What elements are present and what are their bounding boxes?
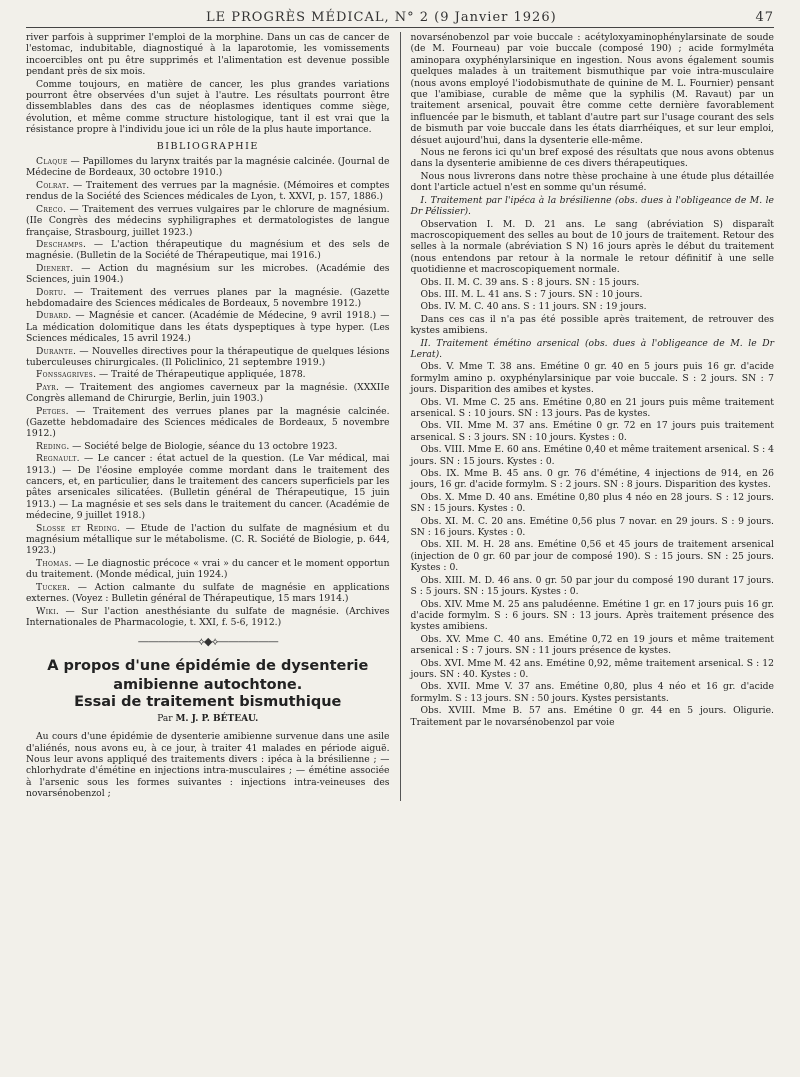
bibliography-entry [26,287,390,310]
byline [26,714,390,725]
observation-entry: Obs. XIII. M. D. 46 ans. 0 gr. 50 par jour du composé 190 durant 17 jours. S : 5 jours. SN : 15 jours. Kystes : 0. [410,574,774,598]
bibliography-text: . — Sur l'action anesthésiante du sulfate de magnésie. (Archives Internationales de Pharmacologie, t. XXI, f. 5-6, 1912.) [26,605,390,628]
observation-entry: Obs. VIII. Mme E. 60 ans. Emétine 0,40 et même traitement arsenical. S : 4 jours. SN : 15 jours. Kystes : 0. [410,444,774,467]
bibliography-list [26,156,390,628]
bibliography-text: — Papillomes du larynx traités par la magnésie calcinée. (Journal de Médecine de Bordeaux, 30 octobre 1910.) [26,156,390,179]
paragraph: Nous nous livrerons dans notre thèse prochaine à une étude plus détaillée dont l'article actuel n'est en somme qu'un résumé. [410,170,774,194]
bibliography-text: . — Traité de Thérapeutique appliquée, 1878. [93,369,306,381]
section-ornament: ——————⟡◆⟡—————— [137,635,278,649]
bibliography-author: Colrat [36,179,67,191]
bibliography-entry [26,382,390,405]
bibliography-author: Dienert [36,262,71,274]
bibliography-entry [26,346,390,369]
bibliography-text: . — Société belge de Biologie, séance du 13 octobre 1923. [66,440,338,452]
bibliography-author: Durante [36,345,74,357]
observation-list-emetino-arsenical [410,361,774,728]
observation-entry: Obs. X. Mme D. 40 ans. Emétine 0,80 plus 4 néo en 28 jours. S : 12 jours. SN : 15 jours. Kystes : 0. [410,491,774,515]
observation-entry: Obs. V. Mme T. 38 ans. Emétine 0 gr. 40 en 5 jours puis 16 gr. d'acide formylm amino p. oxyphénylarsinique par voie buccale. S : 2 jours. SN : 7 jours. Disparition des amibes et kystes. [410,361,774,396]
bibliography-text: . — Magnésie et cancer. (Académie de Médecine, 9 avril 1918.) — La médication dolomitique dans les états dyspeptiques à type hyper. (Les Sciences médicales, 15 avril 1924.) [26,310,390,345]
observation-entry: Obs. XI. M. C. 20 ans. Emétine 0,56 plus 7 novar. en 29 jours. S : 9 jours. SN : 16 jours. Kystes : 0. [410,515,774,539]
bibliography-author: Deschamps [36,238,84,250]
article-title: A propos d'une épidémie de dysenterie [47,657,369,674]
bibliography-author: Reding [36,440,67,452]
bibliography-author: Tucker [36,581,67,593]
bibliography-entry [26,263,390,286]
bibliography-entry [26,453,390,521]
bibliography-text: . — Action du magnésium sur les microbes. (Académie des Sciences, juin 1904.) [26,262,390,286]
section-heading-emetino-arsenical: II. Traitement émétino arsenical (obs. dues à l'obligeance de M. le Dr Lerat). [410,337,774,360]
two-column-body [26,32,774,801]
bibliography-author: Claque [36,156,68,168]
bibliography-text: . — Traitement des verrues planes par la magnésie. (Gazette hebdomadaire des Sciences médicales de Bordeaux, 5 novembre 1912.) [26,286,390,309]
bibliography-entry [26,180,390,203]
observation-entry: Obs. XVI. Mme M. 42 ans. Emétine 0,92, même traitement arsenical. S : 12 jours. SN : 40. Kystes : 0. [410,657,774,680]
column-divider [400,32,401,801]
bibliography-author: Petges [36,405,66,417]
running-title: LE PROGRÈS MÉDICAL, N° 2 (9 Janvier 1926) [206,10,557,25]
observation-entry: Obs. III. M. L. 41 ans. S : 7 jours. SN : 10 jours. [420,288,643,300]
observation-list-ipeca [410,219,774,337]
bibliography-author: Dortu [36,286,64,298]
paragraph: Nous ne ferons ici qu'un bref exposé des résultats que nous avons obtenus dans la dysenterie amibienne de ces divers thérapeutiques. [410,147,774,170]
bibliography-entry [26,204,390,238]
bibliography-entry [26,156,390,179]
byline-author: M. J. P. BÉTEAU. [175,713,259,724]
bibliography-text: . — Traitement des angiomes caverneux par la magnésie. (XXXIIe Congrès allemand de Chirurgie, Berlin, juin 1903.) [26,381,390,405]
bibliography-entry [26,582,390,605]
left-column [26,32,390,801]
bibliography-author: Payr [36,381,56,393]
bibliography-text: . — Le cancer : état actuel de la question. (Le Var médical, mai 1913.) — De l'éosine employée comme mordant dans le traitement des cancers, et, en particulier, dans le traitement des cancers superficiels par les pâtes arsenicales silicatées. (Bulletin général de Thérapeutique, 15 juin 1913.) — La magnésie et ses sels dans le traitement du cancer. (Académie de médecine, 9 juillet 1918.) [26,453,390,522]
section-heading-ipeca: I. Traitement par l'ipéca à la brésilienne (obs. dues à l'obligeance de M. le Dr Pélissier). [410,194,774,218]
article-subtitle: Essai de traitement bismuthique [74,693,342,710]
page-number: 47 [755,10,774,25]
observation-entry: Obs. IX. Mme B. 45 ans. 0 gr. 76 d'émétine, 4 injections de 914, en 26 jours, 16 gr. d'acide formylm. S : 2 jours. SN : 8 jours. Disparition des kystes. [410,468,774,491]
observation-entry: Dans ces cas il n'a pas été possible après traitement, de retrouver des kystes amibiens. [410,313,774,337]
bibliography-entry [26,310,390,344]
observation-entry: Observation I. M. D. 21 ans. Le sang (abréviation S) disparaît macroscopiquement des selles au bout de 10 jours de traitement. Retour des selles à la normale (abréviation S N) 16 jours après le début du traitement (nous entendons par retour à la normale le retour définitif à une selle quotidienne et macroscopiquement normale. [410,218,774,276]
observation-entry: Obs. VII. Mme M. 37 ans. Emétine 0 gr. 72 en 17 jours puis traitement arsenical. S : 3 jours. SN : 10 jours. Kystes : 0. [410,420,774,443]
bibliography-text: . — Le diagnostic précoce « vrai » du cancer et le moment opportun du traitement. (Monde médical, juin 1924.) [26,557,390,581]
right-column [410,32,774,801]
bibliography-author: Slosse et Reding [36,522,117,534]
article-intro: Au cours d'une épidémie de dysenterie amibienne survenue dans une asile d'aliénés, nous avons eu, à ce jour, à traiter 41 malades en période aiguë. Nous leur avons appliqué des traitements divers : ipéca à la brésilienne ; — chlorhydrate d'émétine en injections intra-musculaires ; — émétine associée à l'arsenic sous les formes suivantes : injections intra-veineuses des novarsénobenzol ; [26,731,390,800]
bibliography-author: Fonssagrives [36,369,94,381]
paragraph: river parfois à supprimer l'emploi de la morphine. Dans un cas de cancer de l'estomac, indubitable, diagnostiqué à la laparotomie, les vomissements incoercibles ont pu être supprimés et l'alimentation est devenue possible pendant près de six mois. [26,32,390,78]
observation-entry: Obs. II. M. C. 39 ans. S : 8 jours. SN : 15 jours. [420,276,640,288]
bibliography-text: . — Traitement des verrues planes par la magnésie calcinée. (Gazette hebdomadaire des Sciences médicales de Bordeaux, 5 novembre 1912.) [26,405,390,440]
observation-entry: Obs. XV. Mme C. 40 ans. Emétine 0,72 en 19 jours et même traitement arsenical : S : 7 jours. SN : 11 jours présence de kystes. [410,633,774,657]
bibliography-entry [26,441,390,452]
bibliography-author: Regnault [36,453,77,465]
observation-entry: Obs. IV. M. C. 40 ans. S : 11 jours. SN : 19 jours. [420,301,647,313]
bibliography-entry [26,239,390,262]
observation-entry: Obs. XIV. Mme M. 25 ans paludéenne. Emétine 1 gr. en 17 jours puis 16 gr. d'acide formylm. S : 6 jours. SN : 13 jours. Après traitement présence des kystes amibiens. [410,598,774,633]
observation-entry: Obs. VI. Mme C. 25 ans. Emétine 0,80 en 21 jours puis même traitement arsenical. S : 10 jours. SN : 13 jours. Pas de kystes. [410,396,774,419]
bibliography-entry [26,523,390,557]
bibliography-text: . — Nouvelles directives pour la thérapeutique de quelques lésions tuberculeuses chirurgicales. (Il Policlinico, 21 septembre 1919.) [26,345,390,368]
bibliography-text: . — Etude de l'action du sulfate de magnésium et du magnésium métallique sur le métabolisme. (C. R. Société de Biologie, p. 644, 1923.) [26,522,390,557]
bibliography-text: . — Traitement des verrues vulgaires par le chlorure de magnésium. (IIe Congrès des médecins syphiligraphes et dermatologistes de langue française, Strasbourg, juillet 1923.) [26,203,390,238]
bibliography-entry [26,369,390,380]
bibliography-text: . — Traitement des verrues par la magnésie. (Mémoires et comptes rendus de la Société des Sciences médicales de Lyon, t. XXVI, p. 157, 1886.) [26,179,390,203]
bibliography-entry [26,606,390,629]
observation-entry: Obs. XVIII. Mme B. 57 ans. Emétine 0 gr. 44 en 5 jours. Oligurie. Traitement par le novarsénobenzol par voie [410,705,774,728]
bibliography-text: . — Action calmante du sulfate de magnésie en applications externes. (Voyez : Bulletin général de Thérapeutique, 15 mars 1914.) [26,581,390,605]
bibliography-heading: BIBLIOGRAPHIE [156,140,259,152]
running-header [26,10,774,28]
bibliography-entry [26,406,390,440]
bibliography-author: Creco [36,203,63,215]
bibliography-author: Wiki [36,605,56,617]
bibliography-author: Thomas [36,557,69,569]
paragraph: Comme toujours, en matière de cancer, les plus grandes variations pourront être observées d'un sujet à l'autre. Les résultats pourront être dissemblables dans des cas de néoplasmes identiques comme siège, évolution, et même comme structure histologique, tant il est vrai que la résistance propre à l'individu joue ici un rôle de la plus haute importance. [26,78,390,136]
paragraph: novarsénobenzol par voie buccale : acétyloxyaminophénylarsinate de soude (de M. Fourneau) par voie buccale (composé 190) ; acide formylméta aminopara oxyphénylarsinique en ingestion. Nous avons également soumis quelques malades à un traitement bismuthique par voie intra-musculaire (nous avons employé l'iodobismuthate de quinine de M. L. Fournier) pensant que l'amibiase, curable de même que la syphilis (M. Ravaut) par un traitement arsenical, pouvait être comme cette dernière favorablement influencée par le bismuth, et tablant d'autre part sur l'usage courant des sels de bismuth par voie buccale dans les états diarrhéiques, et sur leur emploi, désuet aujourd'hui, dans la dysenterie elle-même. [410,32,774,146]
bibliography-text: . — L'action thérapeutique du magnésium et des sels de magnésie. (Bulletin de la Société de Thérapeutique, mai 1916.) [26,238,390,262]
observation-entry: Obs. XII. M. H. 28 ans. Emétine 0,56 et 45 jours de traitement arsenical (injection de 0 gr. 60 par jour de composé 190). S : 15 jours. SN : 25 jours. Kystes : 0. [410,539,774,574]
article-title-line2: amibienne autochtone. [113,676,303,693]
observation-entry: Obs. XVII. Mme V. 37 ans. Emétine 0,80, plus 4 néo et 16 gr. d'acide formylm. S : 13 jours. SN : 50 jours. Kystes persistants. [410,681,774,704]
byline-prefix: Par [157,713,176,724]
bibliography-entry [26,558,390,581]
bibliography-author: Dubard [36,310,69,322]
